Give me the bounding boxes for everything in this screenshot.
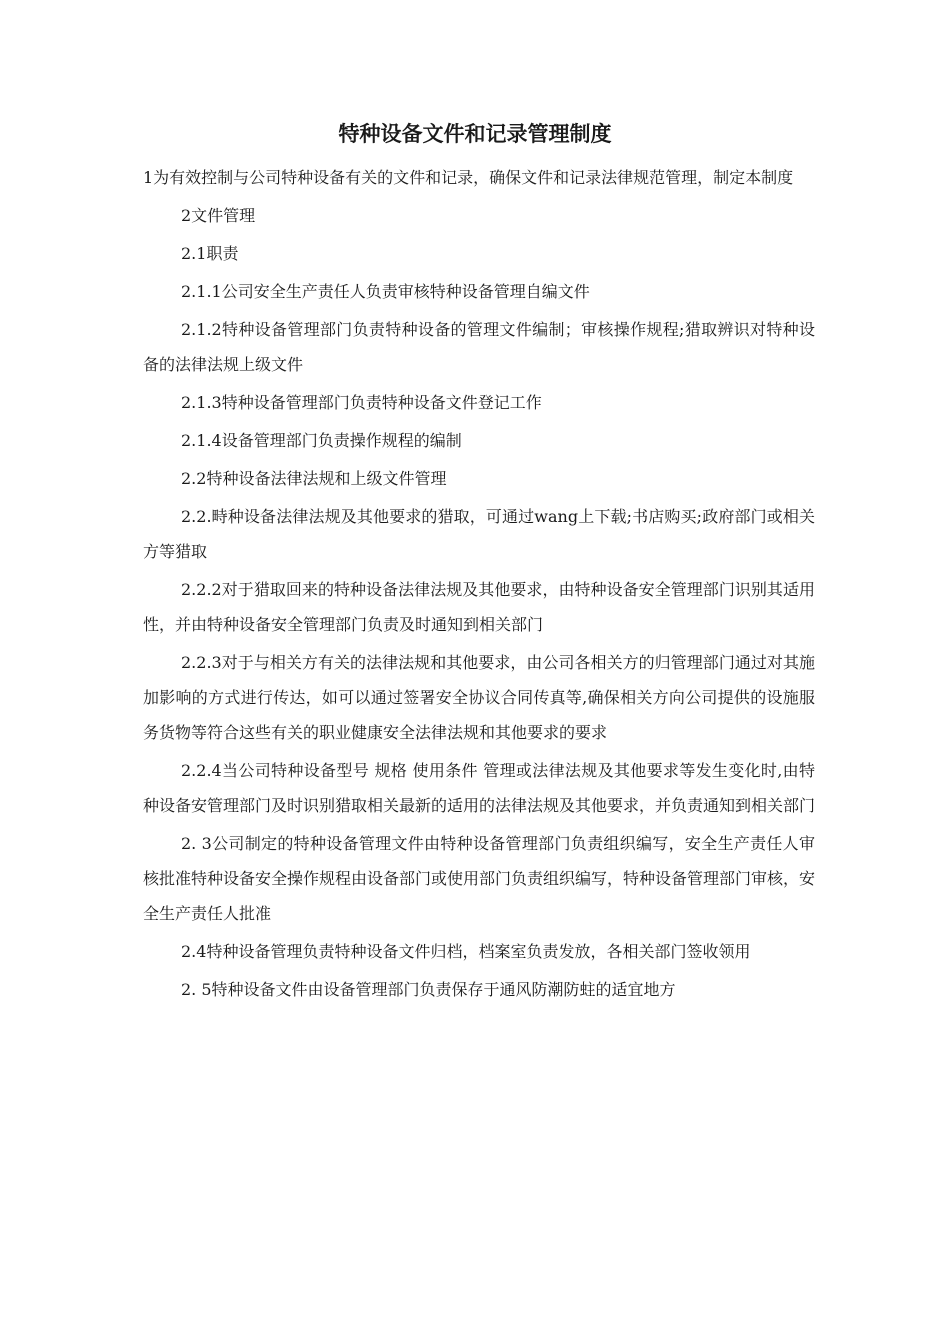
paragraph-2-2-4: 2.2.4当公司特种设备型号 规格 使用条件 管理或法律法规及其他要求等发生变化时,由特种设备安管理部门及时识别猎取相关最新的适用的法律法规及其他要求，并负责通知到相关部门	[143, 761, 816, 815]
document-body	[143, 160, 815, 1007]
paragraph-2-3: 2. 3公司制定的特种设备管理文件由特种设备管理部门负责组织编写，安全生产责任人审核批准特种设备安全操作规程由设备部门或使用部门负责组织编写，特种设备管理部门审核，安全生产责任人批准	[143, 834, 816, 923]
paragraph-2: 2文件管理	[181, 206, 256, 225]
paragraph-2-2-1: 2.2.畤种设备法律法规及其他要求的猎取，可通过wang上下载;书店购买;政府部门或相关方等猎取	[143, 507, 815, 561]
paragraph-2-2-2: 2.2.2对于猎取回来的特种设备法律法规及其他要求，由特种设备安全管理部门识别其适用性，并由特种设备安全管理部门负责及时通知到相关部门	[143, 580, 815, 634]
document-title: 特种设备文件和记录管理制度	[338, 121, 612, 146]
paragraph-2-2: 2.2特种设备法律法规和上级文件管理	[181, 469, 447, 488]
paragraph-2-1-3: 2.1.3特种设备管理部门负责特种设备文件登记工作	[181, 393, 542, 412]
paragraph-2-1-1: 2.1.1公司安全生产责任人负责审核特种设备管理自编文件	[181, 282, 590, 301]
paragraph-1: 1为有效控制与公司特种设备有关的文件和记录，确保文件和记录法律规范管理，制定本制度	[143, 168, 794, 187]
paragraph-2-1: 2.1职责	[181, 244, 239, 263]
paragraph-2-4: 2.4特种设备管理负责特种设备文件归档，档案室负责发放，各相关部门签收领用	[181, 942, 751, 961]
paragraph-2-1-4: 2.1.4设备管理部门负责操作规程的编制	[181, 431, 462, 450]
paragraph-2-2-3: 2.2.3对于与相关方有关的法律法规和其他要求，由公司各相关方的归管理部门通过对其施加影响的方式进行传达，如可以通过签署安全协议合同传真等,确保相关方向公司提供的设施服务货物等符合这些有关的职业健康安全法律法规和其他要求的要求	[143, 653, 815, 742]
paragraph-2-1-2: 2.1.2特种设备管理部门负责特种设备的管理文件编制；审核操作规程;猎取辨识对特种设备的法律法规上级文件	[143, 320, 815, 374]
paragraph-2-5: 2. 5特种设备文件由设备管理部门负责保存于通风防潮防蛀的适宜地方	[181, 980, 676, 999]
